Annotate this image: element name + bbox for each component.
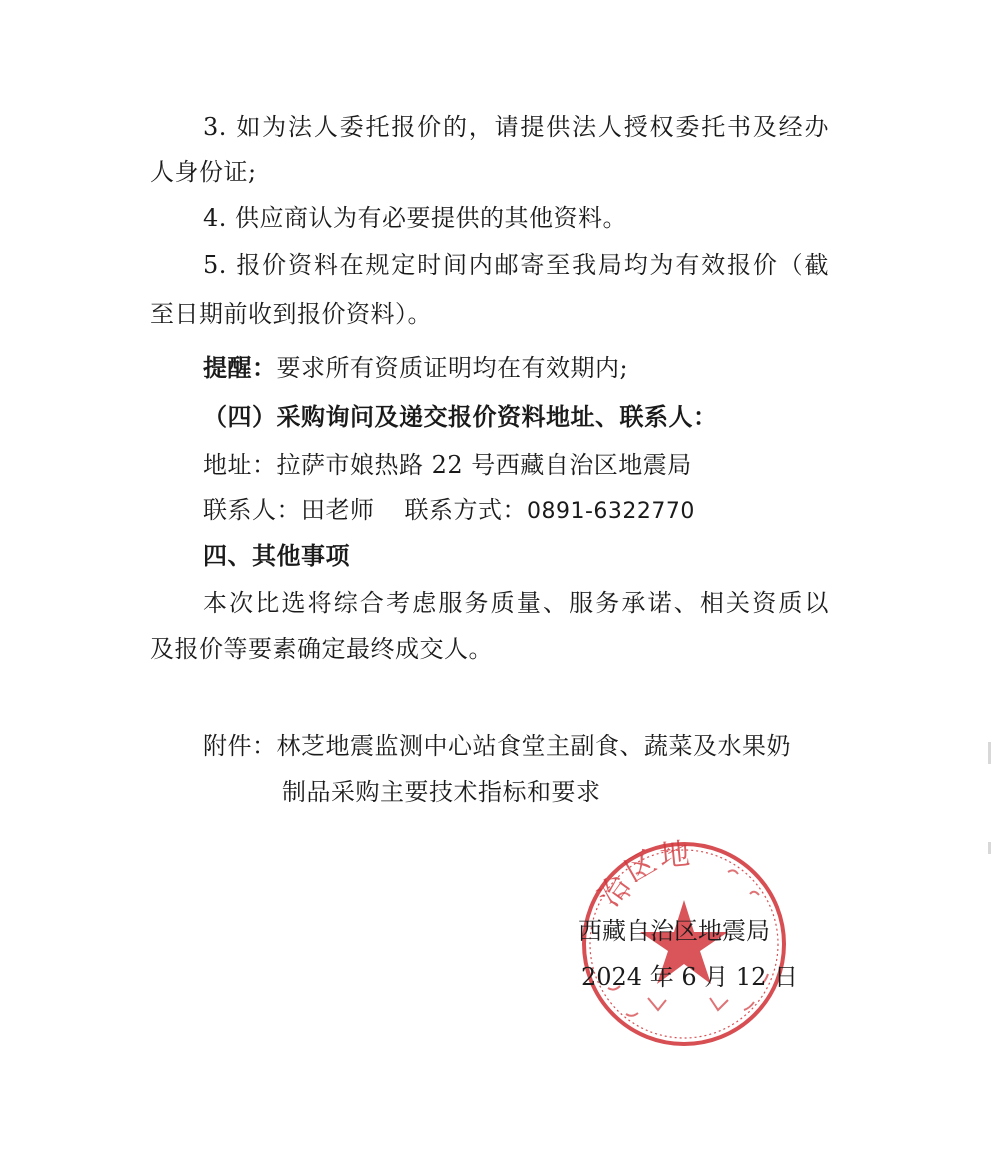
contact-name: 田老师 <box>301 496 375 524</box>
address-label: 地址： <box>203 451 277 479</box>
reminder-text: 要求所有资质证明均在有效期内; <box>276 354 629 382</box>
attachment-label: 附件： <box>203 732 277 760</box>
section-4-heading: （四）采购询问及递交报价资料地址、联系人： <box>203 402 718 431</box>
item-5-line-1: 5. 报价资料在规定时间内邮寄至我局均为有效报价（截 <box>203 251 829 279</box>
reminder-line <box>203 353 628 383</box>
contact-line <box>203 495 695 527</box>
item-5-line-2: 至日期前收到报价资料）。 <box>150 300 432 328</box>
address-line <box>203 450 692 480</box>
signature-organization: 西藏自治区地震局 <box>578 917 770 945</box>
svg-text:治区地 <box>591 838 693 914</box>
other-matters-heading: 四、其他事项 <box>203 541 350 570</box>
contact-label: 联系人： <box>203 496 301 524</box>
signature-date: 2024 年 6 月 12 日 <box>581 963 799 991</box>
item-3-line-1: 3. 如为法人委托报价的，请提供法人授权委托书及经办 <box>203 113 829 141</box>
other-matters-line-2: 及报价等要素确定最终成交人。 <box>150 635 493 663</box>
reminder-label: 提醒： <box>203 353 277 382</box>
attachment-line-1 <box>203 731 791 761</box>
item-3-line-2: 人身份证; <box>150 158 257 186</box>
contact-method-label: 联系方式： <box>404 496 527 524</box>
item-4: 4. 供应商认为有必要提供的其他资料。 <box>203 204 628 232</box>
attachment-text-1: 林芝地震监测中心站食堂主副食、蔬菜及水果奶 <box>276 732 791 760</box>
address-text: 拉萨市娘热路 22 号西藏自治区地震局 <box>276 451 692 479</box>
contact-phone: 0891-6322770 <box>527 499 695 524</box>
seal-arc-text: 治区地 <box>591 838 694 914</box>
attachment-line-2: 制品采购主要技术指标和要求 <box>282 778 601 806</box>
other-matters-line-1: 本次比选将综合考虑服务质量、服务承诺、相关资质以 <box>203 589 829 617</box>
